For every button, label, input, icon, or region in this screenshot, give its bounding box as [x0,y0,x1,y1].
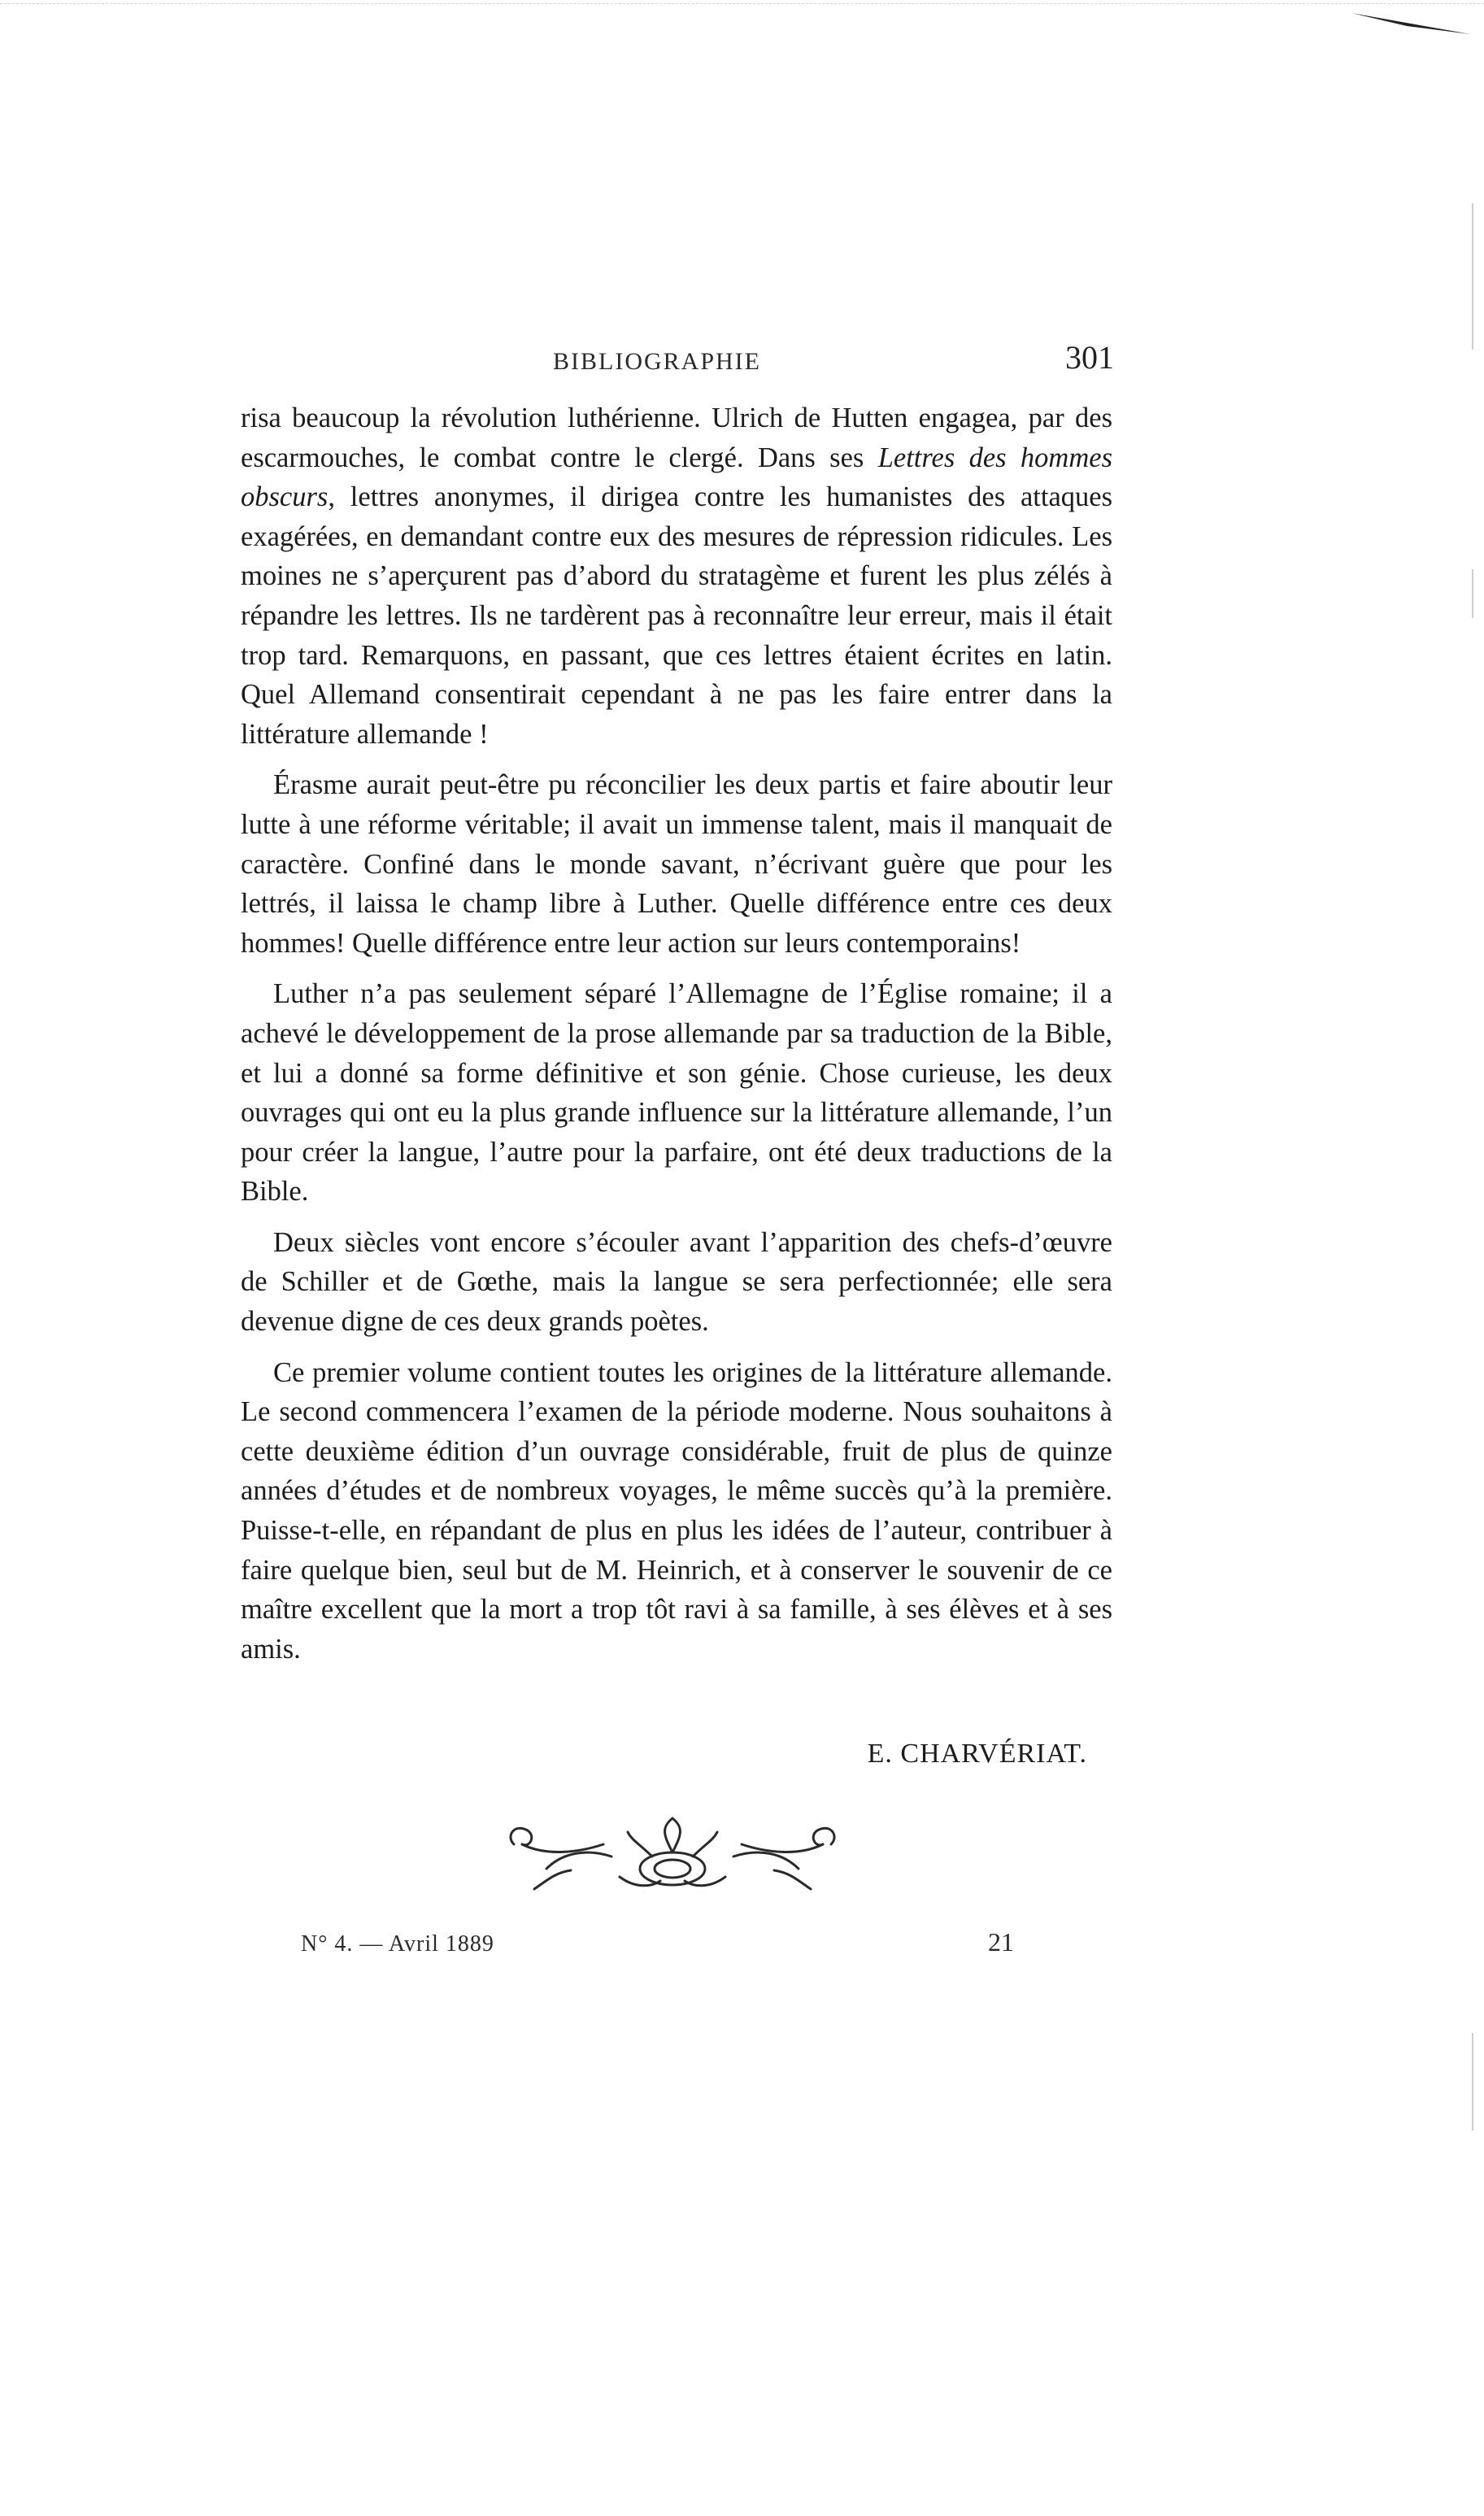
book-title: Lettres des hommes obscurs [241,442,1112,513]
paragraph: Deux siècles vont encore s’écouler avant l’apparition des chefs-d’œuvre de Schiller et de Gœthe, mais la langue se sera perfectionnée; elle sera devenue digne de ces deux grands poètes. [241,1226,1112,1338]
paragraph: Érasme aurait peut-être pu réconcilier les deux partis et faire aboutir leur lutte à une réforme véritable; il avait un immense talent, mais il manquait de caractère. Confiné dans le monde savant, n’écrivant guère que pour les lettrés, il laissa le champ libre à Luther. Quelle différence entre ces deux hommes! Quelle différence entre leur action sur leurs contemporains! [241,769,1112,959]
page-header [553,338,1114,379]
scan-corner-mark-icon [1350,8,1472,41]
article-body [241,398,1112,1680]
author-signature: E. CHARVÉRIAT. [867,1739,1087,1769]
signature-mark: 21 [988,1927,1014,1957]
scan-edge-mark [1472,2033,1473,2131]
fleuron-icon [498,1812,847,1909]
paragraph: Luther n’a pas seulement séparé l’Allemagne de l’Église romaine; il a achevé le développement de la prose allemande par sa traduction de la Bible, et lui a donné sa forme définitive et son génie. Chose curieuse, les deux ouvrages qui ont eu la plus grande influence sur la littérature allemande, l’un pour créer la langue, l’autre pour la parfaire, ont été deux traductions de la Bible. [241,978,1112,1208]
scan-edge-mark [1472,569,1473,618]
page-number: 301 [1065,339,1114,376]
paragraph-text: , lettres anonymes, il dirigea contre les humanistes des attaques exagérées, en demandant contre eux des mesures de répression ridicules. Les moines ne s’aperçurent pas d’abord du stratagème et furent les plus zélés à répandre les lettres. Ils ne tardèrent pas à reconnaître leur erreur, mais il était trop tard. Remarquons, en passant, que ces lettres étaient écrites en latin. Quel Allemand consentirait cependant à ne pas les faire entrer dans la littérature allemande ! [241,481,1112,750]
paragraph [241,398,1112,754]
scan-edge-mark [1472,203,1473,350]
issue-line: N° 4. — Avril 1889 [301,1931,494,1957]
paragraph-text: risa beaucoup la révolution luthérienne. Ulrich de Hutten engagea, par des escarmouches, le combat contre le clergé. Dans ses [241,403,1112,473]
running-title: BIBLIOGRAPHIE [553,348,761,375]
paragraph: Ce premier volume contient toutes les origines de la littérature allemande. Le second commencera l’examen de la période moderne. Nous souhaitons à cette deuxième édition d’un ouvrage considérable, fruit de plus de quinze années d’études et de nombreux voyages, le même succès qu’à la première. Puisse-t-elle, en répandant de plus en plus les idées de l’auteur, contribuer à faire quelque bien, seul but de M. Heinrich, et à conserver le souvenir de ce maître excellent que la mort a trop tôt ravi à sa famille, à ses élèves et à ses amis. [241,1356,1112,1665]
scan-top-edge [0,3,1484,4]
